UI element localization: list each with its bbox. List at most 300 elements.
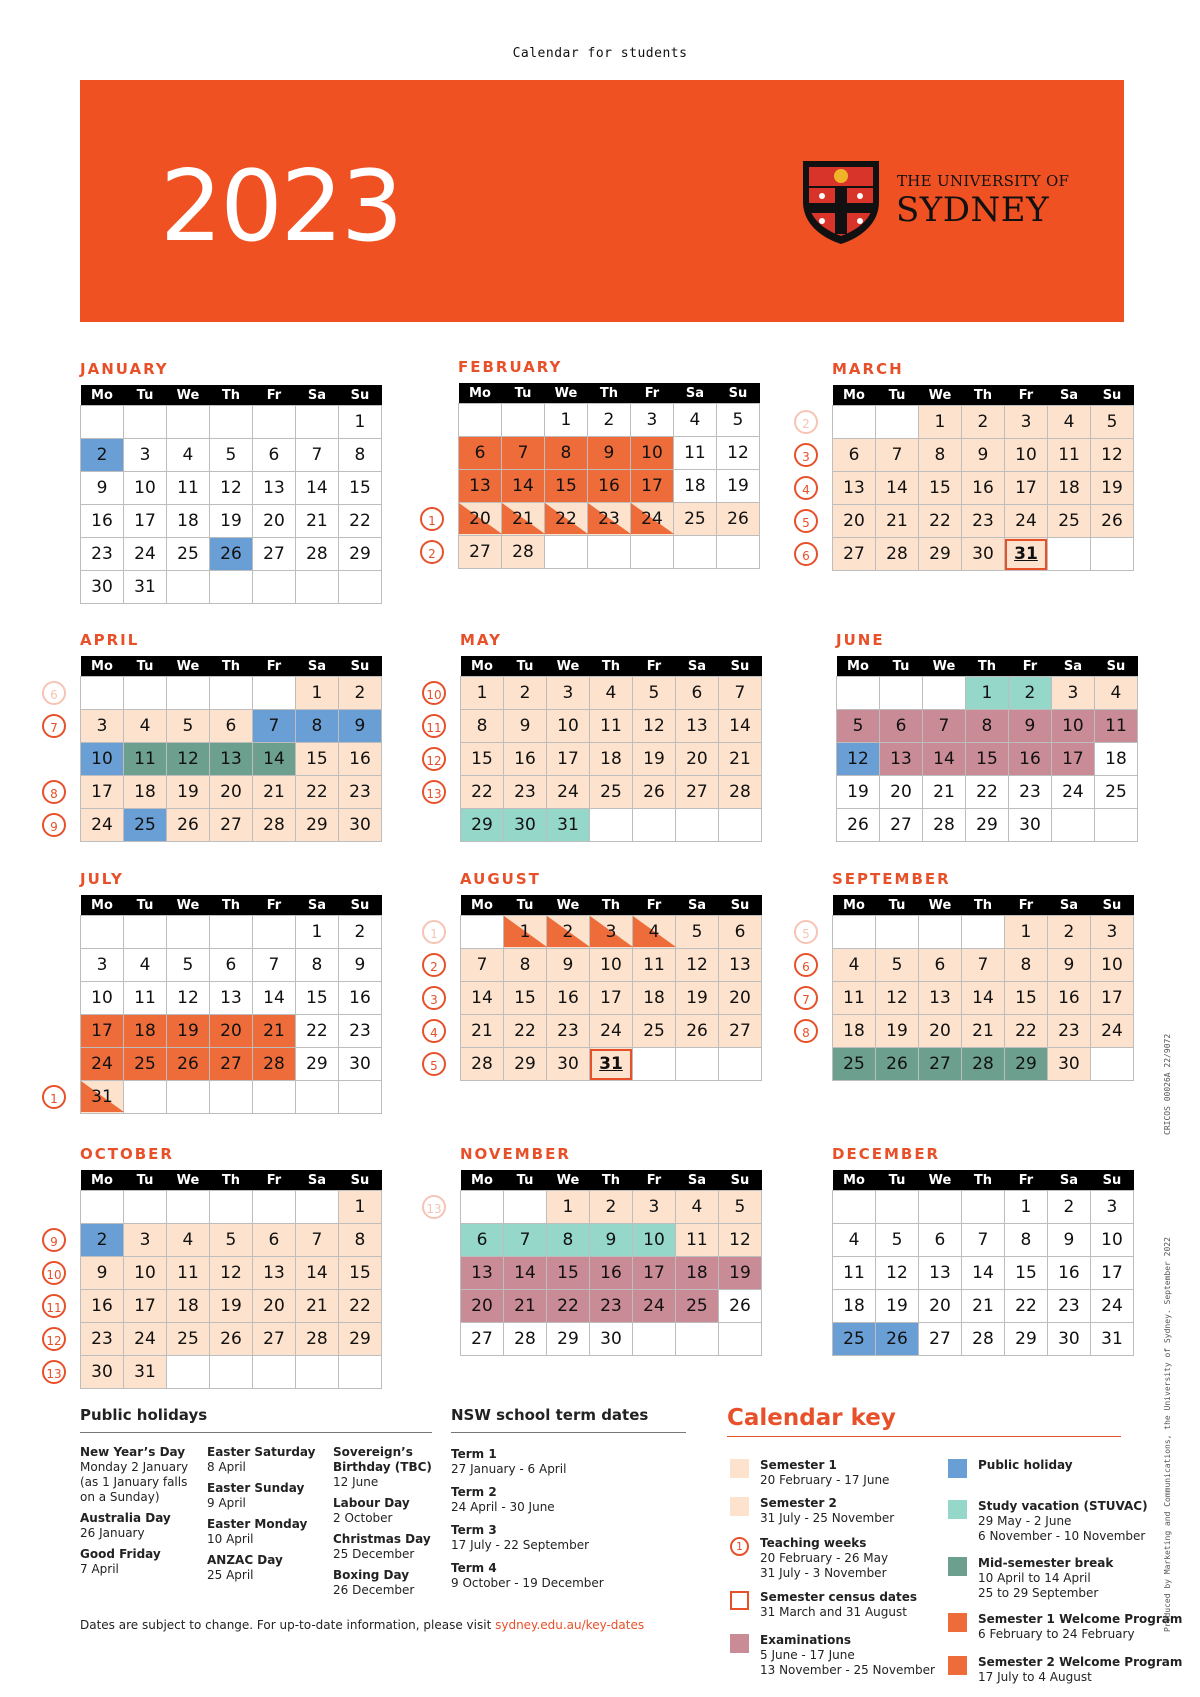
day-number: 9	[603, 443, 615, 463]
day-number: 6	[734, 922, 746, 942]
day-cell	[589, 1048, 632, 1081]
day-number: 2	[977, 412, 989, 432]
empty-cell	[166, 406, 209, 439]
day-cell	[338, 1290, 381, 1323]
day-cell	[123, 809, 166, 842]
day-number: 18	[600, 749, 622, 769]
weekday-header: We	[166, 895, 209, 916]
day-number: 15	[514, 988, 536, 1008]
empty-cell	[875, 406, 918, 439]
holiday-date: 7 April	[80, 1562, 119, 1576]
day-cell	[81, 1224, 124, 1257]
day-cell	[503, 982, 546, 1015]
day-cell	[922, 710, 965, 743]
day-number: 17	[557, 749, 579, 769]
day-cell	[81, 505, 124, 538]
day-cell	[918, 538, 961, 571]
day-number: 10	[91, 749, 113, 769]
empty-cell	[295, 571, 338, 604]
day-number: 15	[1015, 988, 1037, 1008]
day-number: 2	[519, 683, 531, 703]
day-cell	[81, 743, 124, 776]
term-date: 17 July - 22 September	[451, 1538, 590, 1552]
day-number: 27	[220, 815, 242, 835]
day-cell	[875, 472, 918, 505]
day-number: 4	[848, 1230, 860, 1250]
day-number: 23	[1058, 1021, 1080, 1041]
day-cell	[295, 916, 338, 949]
day-cell	[81, 1081, 124, 1114]
month-grid	[80, 1170, 382, 1389]
day-number: 4	[182, 445, 194, 465]
empty-cell	[209, 916, 252, 949]
day-cell	[961, 439, 1004, 472]
weekday-header: Sa	[295, 385, 338, 406]
day-number: 10	[91, 988, 113, 1008]
day-cell	[961, 982, 1004, 1015]
day-cell	[833, 505, 876, 538]
day-number: 30	[600, 1329, 622, 1349]
day-number: 23	[349, 1021, 371, 1041]
day-cell	[922, 809, 965, 842]
day-number: 13	[729, 955, 751, 975]
day-number: 16	[1058, 988, 1080, 1008]
day-number: 18	[1058, 478, 1080, 498]
day-cell	[675, 743, 718, 776]
day-number: 19	[886, 1296, 908, 1316]
weekday-header: Tu	[503, 1170, 546, 1191]
day-cell	[1008, 743, 1051, 776]
weekday-header: Sa	[1047, 1170, 1090, 1191]
day-cell	[209, 1048, 252, 1081]
empty-cell	[716, 536, 759, 569]
day-number: 20	[890, 782, 912, 802]
day-cell	[589, 1191, 632, 1224]
day-number: 19	[177, 782, 199, 802]
teaching-week-badge: 3	[422, 986, 446, 1010]
weekday-header: Sa	[1048, 385, 1091, 406]
day-number: 26	[886, 1329, 908, 1349]
day-cell	[833, 1323, 876, 1356]
day-number: 5	[732, 410, 744, 430]
day-number: 25	[686, 1296, 708, 1316]
day-number: 23	[91, 1329, 113, 1349]
day-cell	[875, 439, 918, 472]
day-number: 2	[605, 1197, 617, 1217]
day-number: 16	[91, 1296, 113, 1316]
empty-cell	[123, 1081, 166, 1114]
day-number: 15	[1015, 1263, 1037, 1283]
school-term-entry	[451, 1485, 681, 1515]
day-number: 24	[1062, 782, 1084, 802]
day-cell	[918, 1323, 961, 1356]
day-cell	[123, 776, 166, 809]
day-number: 22	[471, 782, 493, 802]
empty-cell	[338, 1356, 381, 1389]
day-number: 2	[354, 683, 366, 703]
day-cell	[338, 406, 381, 439]
day-number: 24	[91, 815, 113, 835]
holiday-entry	[207, 1517, 327, 1547]
holiday-name: Sovereign’s Birthday (TBC)	[333, 1445, 432, 1474]
day-cell	[1004, 1015, 1047, 1048]
day-cell	[1004, 982, 1047, 1015]
day-number: 5	[891, 955, 903, 975]
day-cell	[295, 776, 338, 809]
term-name: Term 1	[451, 1447, 497, 1461]
day-cell	[81, 1015, 124, 1048]
day-cell	[546, 1015, 589, 1048]
day-cell	[209, 1015, 252, 1048]
day-cell	[1047, 949, 1090, 982]
day-cell	[1008, 776, 1051, 809]
day-number: 1	[519, 922, 531, 942]
holiday-entry	[333, 1496, 438, 1526]
day-cell	[718, 710, 761, 743]
day-number: 14	[933, 749, 955, 769]
day-number: 10	[134, 1263, 156, 1283]
teaching-week-badge: 12	[42, 1327, 66, 1351]
day-number: 14	[886, 478, 908, 498]
day-cell	[1004, 1257, 1047, 1290]
key-detail: 10 April to 14 April 25 to 29 September	[978, 1571, 1099, 1600]
empty-cell	[252, 406, 295, 439]
empty-cell	[544, 536, 587, 569]
weekday-header: Sa	[295, 1170, 338, 1191]
school-term-entry	[451, 1447, 681, 1477]
empty-cell	[837, 677, 880, 710]
day-number: 21	[263, 782, 285, 802]
day-number: 1	[311, 683, 323, 703]
day-number: 12	[1101, 445, 1123, 465]
day-cell	[503, 949, 546, 982]
weekday-header: Sa	[1047, 895, 1090, 916]
day-cell	[81, 571, 124, 604]
day-cell	[295, 982, 338, 1015]
day-number: 25	[643, 1021, 665, 1041]
day-number: 4	[139, 955, 151, 975]
empty-cell	[166, 916, 209, 949]
teaching-week-badge: 9	[42, 1228, 66, 1252]
teaching-week-badge: 8	[794, 1019, 818, 1043]
day-number: 22	[1015, 1021, 1037, 1041]
day-cell	[675, 1191, 718, 1224]
produced-by-text: Produced by Marketing and Communications, the University of Sydney. September 2022	[1163, 1237, 1172, 1632]
weekday-header: Fr	[252, 385, 295, 406]
weekday-header: Su	[338, 656, 381, 677]
day-number: 31	[1101, 1329, 1123, 1349]
day-number: 18	[843, 1021, 865, 1041]
day-number: 14	[514, 1263, 536, 1283]
day-number: 28	[972, 1329, 994, 1349]
day-number: 30	[514, 815, 536, 835]
day-number: 29	[929, 544, 951, 564]
day-cell	[965, 710, 1008, 743]
weekday-header: Tu	[123, 385, 166, 406]
day-cell	[961, 505, 1004, 538]
day-cell	[1048, 406, 1091, 439]
day-number: 21	[263, 1021, 285, 1041]
day-number: 21	[933, 782, 955, 802]
holiday-date: 2 October	[333, 1511, 393, 1525]
weekday-header: Fr	[252, 895, 295, 916]
teaching-week-badge: 7	[42, 714, 66, 738]
day-number: 17	[600, 988, 622, 1008]
teaching-week-badge: 1	[42, 1085, 66, 1109]
day-cell	[589, 1257, 632, 1290]
day-number: 20	[929, 1021, 951, 1041]
teaching-week-badge: 5	[794, 920, 818, 944]
month-name: NOVEMBER	[460, 1145, 571, 1163]
public-holidays-title: Public holidays	[80, 1406, 208, 1424]
day-cell	[716, 470, 759, 503]
teaching-week-badge: 13	[422, 780, 446, 804]
day-number: 3	[648, 1197, 660, 1217]
day-number: 2	[1024, 683, 1036, 703]
day-cell	[1091, 472, 1134, 505]
day-number: 16	[349, 988, 371, 1008]
teaching-week-badge: 2	[422, 953, 446, 977]
day-cell	[209, 743, 252, 776]
cricos-text: CRICOS 00026A 22/9072	[1163, 1033, 1172, 1135]
teaching-week-badge: 1	[422, 920, 446, 944]
day-cell	[166, 743, 209, 776]
month-name: JULY	[80, 870, 124, 888]
day-cell	[1094, 677, 1137, 710]
month-name: JUNE	[836, 631, 885, 649]
day-number: 25	[843, 1329, 865, 1349]
day-cell	[875, 1290, 918, 1323]
day-number: 7	[517, 443, 529, 463]
day-cell	[123, 1048, 166, 1081]
day-cell	[918, 1257, 961, 1290]
day-number: 25	[134, 815, 156, 835]
day-cell	[632, 677, 675, 710]
day-cell	[875, 1224, 918, 1257]
day-number: 20	[471, 1296, 493, 1316]
day-number: 5	[852, 716, 864, 736]
day-number: 2	[1063, 1197, 1075, 1217]
teaching-week-badge: 4	[794, 476, 818, 500]
day-number: 8	[519, 955, 531, 975]
weekday-header: Mo	[833, 385, 876, 406]
day-cell	[503, 776, 546, 809]
weekday-header: Su	[338, 1170, 381, 1191]
day-number: 26	[886, 1054, 908, 1074]
day-cell	[252, 949, 295, 982]
day-number: 24	[600, 1021, 622, 1041]
school-terms-title: NSW school term dates	[451, 1406, 649, 1424]
day-cell	[961, 472, 1004, 505]
day-number: 31	[557, 815, 579, 835]
day-number: 6	[474, 443, 486, 463]
day-number: 12	[686, 955, 708, 975]
term-name: Term 2	[451, 1485, 497, 1499]
day-cell	[1090, 1224, 1133, 1257]
weekday-header: Mo	[459, 383, 502, 404]
day-cell	[252, 776, 295, 809]
day-cell	[1048, 505, 1091, 538]
day-cell	[338, 1048, 381, 1081]
day-number: 7	[476, 955, 488, 975]
day-number: 3	[96, 716, 108, 736]
day-cell	[1004, 439, 1047, 472]
day-number: 9	[96, 478, 108, 498]
month-name: DECEMBER	[832, 1145, 941, 1163]
day-cell	[833, 1224, 876, 1257]
day-cell	[295, 710, 338, 743]
year-title: 2023	[160, 150, 402, 264]
day-number: 16	[972, 478, 994, 498]
day-number: 20	[929, 1296, 951, 1316]
weekday-header: Su	[718, 1170, 761, 1191]
day-cell	[1090, 1191, 1133, 1224]
teaching-week-badge: 1	[420, 507, 444, 531]
day-cell	[295, 439, 338, 472]
day-cell	[295, 1290, 338, 1323]
day-cell	[81, 472, 124, 505]
key-item	[760, 1590, 917, 1620]
day-cell	[166, 1257, 209, 1290]
day-cell	[833, 439, 876, 472]
empty-cell	[918, 916, 961, 949]
sem-swatch	[730, 1459, 749, 1478]
day-cell	[1047, 1224, 1090, 1257]
day-cell	[1047, 1048, 1090, 1081]
day-number: 6	[934, 955, 946, 975]
day-cell	[1004, 472, 1047, 505]
day-cell	[961, 1257, 1004, 1290]
day-cell	[461, 809, 504, 842]
day-cell	[918, 406, 961, 439]
day-number: 26	[727, 509, 749, 529]
key-detail: 6 February to 24 February	[978, 1627, 1135, 1641]
day-number: 11	[686, 1230, 708, 1250]
day-cell	[123, 1257, 166, 1290]
teaching-week-badge: 6	[42, 681, 66, 705]
weekday-header: We	[922, 656, 965, 677]
empty-cell	[252, 916, 295, 949]
day-number: 1	[476, 683, 488, 703]
empty-cell	[81, 1191, 124, 1224]
teaching-week-badge: 5	[422, 1052, 446, 1076]
weekday-header: We	[166, 385, 209, 406]
day-number: 13	[890, 749, 912, 769]
day-cell	[961, 1224, 1004, 1257]
day-number: 7	[977, 955, 989, 975]
day-number: 30	[91, 577, 113, 597]
weekday-header: Su	[718, 656, 761, 677]
holiday-name: Easter Saturday	[207, 1445, 316, 1459]
key-dates-link[interactable]: sydney.edu.au/key-dates	[495, 1618, 645, 1632]
day-cell	[965, 743, 1008, 776]
day-number: 1	[1020, 1197, 1032, 1217]
wel-swatch	[948, 1656, 967, 1675]
day-cell	[166, 1048, 209, 1081]
day-cell	[252, 743, 295, 776]
day-cell	[675, 1290, 718, 1323]
empty-cell	[123, 677, 166, 710]
key-item	[760, 1458, 889, 1488]
day-cell	[123, 439, 166, 472]
day-cell	[252, 505, 295, 538]
day-cell	[673, 470, 716, 503]
holiday-name: Good Friday	[80, 1547, 161, 1561]
day-cell	[589, 916, 632, 949]
day-number: 9	[977, 445, 989, 465]
day-number: 1	[354, 1197, 366, 1217]
key-detail: 20 February - 17 June	[760, 1473, 890, 1487]
divider	[80, 1432, 432, 1433]
day-number: 21	[514, 1296, 536, 1316]
day-number: 9	[96, 1263, 108, 1283]
day-number: 20	[469, 509, 491, 529]
day-number: 7	[734, 683, 746, 703]
day-number: 12	[886, 988, 908, 1008]
day-cell	[1004, 1048, 1047, 1081]
empty-cell	[922, 677, 965, 710]
key-label: Mid-semester break	[978, 1556, 1114, 1570]
empty-cell	[295, 406, 338, 439]
day-cell	[879, 776, 922, 809]
day-number: 23	[600, 1296, 622, 1316]
day-cell	[81, 538, 124, 571]
day-number: 17	[1015, 478, 1037, 498]
holiday-date: Monday 2 January (as 1 January falls on a Sunday)	[80, 1460, 189, 1504]
day-number: 14	[512, 476, 534, 496]
day-number: 19	[1101, 478, 1123, 498]
day-number: 6	[934, 1230, 946, 1250]
weekday-header: We	[918, 385, 961, 406]
day-number: 16	[349, 749, 371, 769]
day-cell	[833, 472, 876, 505]
day-cell	[1048, 439, 1091, 472]
day-number: 3	[139, 445, 151, 465]
day-cell	[209, 949, 252, 982]
day-number: 15	[349, 478, 371, 498]
day-cell	[589, 677, 632, 710]
day-number: 24	[641, 509, 663, 529]
day-number: 31	[599, 1054, 623, 1074]
day-number: 10	[134, 478, 156, 498]
day-cell	[338, 710, 381, 743]
empty-cell	[338, 1081, 381, 1114]
day-cell	[166, 949, 209, 982]
day-cell	[295, 1048, 338, 1081]
day-cell	[673, 437, 716, 470]
logo-line2: SYDNEY	[896, 190, 1050, 230]
day-cell	[459, 503, 502, 536]
day-cell	[630, 503, 673, 536]
empty-cell	[501, 404, 544, 437]
day-cell	[589, 1224, 632, 1257]
day-cell	[503, 1323, 546, 1356]
day-number: 25	[1058, 511, 1080, 531]
day-number: 5	[691, 922, 703, 942]
weekday-header: Fr	[632, 656, 675, 677]
weekday-header: Tu	[123, 656, 166, 677]
day-number: 2	[96, 1230, 108, 1250]
month-grid	[460, 895, 762, 1081]
day-number: 20	[220, 782, 242, 802]
weekday-header: Su	[1090, 1170, 1133, 1191]
day-number: 22	[349, 511, 371, 531]
day-number: 22	[976, 782, 998, 802]
weekday-header: Mo	[461, 656, 504, 677]
day-number: 17	[91, 1021, 113, 1041]
day-number: 2	[354, 922, 366, 942]
day-cell	[1090, 949, 1133, 982]
